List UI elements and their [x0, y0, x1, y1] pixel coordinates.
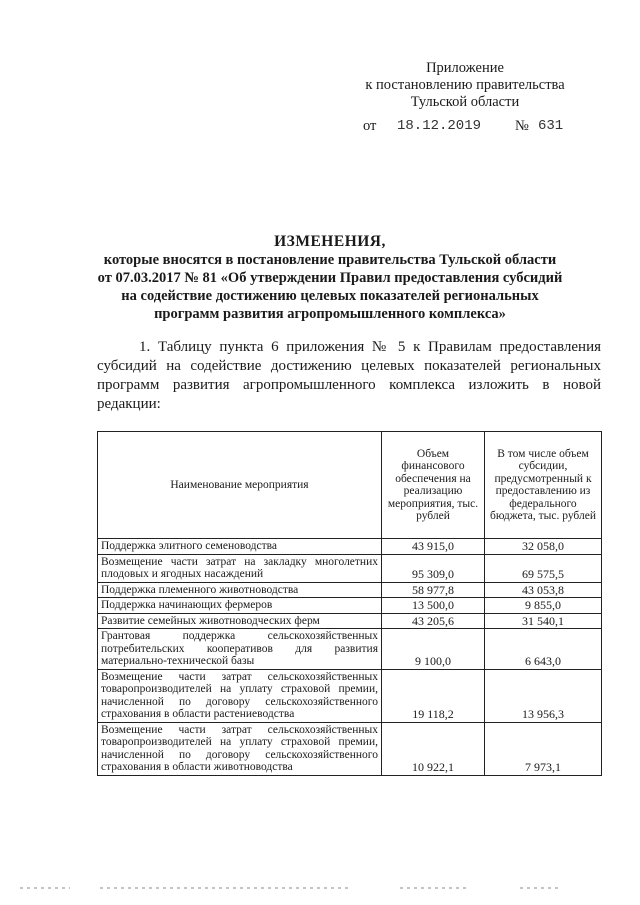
row-total: 58 977,8	[382, 582, 485, 598]
row-name: Грантовая поддержка сельскохозяйственных потребительских кооперативов для развития материально-технической базы	[98, 629, 382, 670]
table-row	[98, 539, 602, 555]
appendix-header	[350, 60, 580, 111]
table-row	[98, 629, 602, 670]
table-row	[98, 582, 602, 598]
table-row	[98, 613, 602, 629]
row-federal: 43 053,8	[485, 582, 602, 598]
appendix-line-1: Приложение	[426, 60, 504, 76]
title-line-4: программ развития агропромышленного комплекса»	[154, 306, 506, 322]
header-total-funding: Объем финансового обеспечения на реализацию мероприятия, тыс. рублей	[382, 432, 485, 539]
row-name: Возмещение части затрат сельскохозяйственных товаропроизводителей на уплату страховой премии, начисленной по договору сельскохозяйственного страхования в области животноводства	[98, 722, 382, 775]
table-header-row	[98, 432, 602, 539]
row-total: 43 915,0	[382, 539, 485, 555]
appendix-line-2: к постановлению правительства	[365, 77, 565, 93]
row-total: 43 205,6	[382, 613, 485, 629]
title-line-1: которые вносятся в постановление правительства Тульской области	[103, 252, 557, 268]
row-federal: 31 540,1	[485, 613, 602, 629]
row-federal: 13 956,3	[485, 669, 602, 722]
row-federal: 9 855,0	[485, 598, 602, 614]
row-name: Поддержка элитного семеноводства	[98, 539, 382, 555]
paragraph-text: 1. Таблицу пункта 6 приложения № 5 к Правилам предоставления субсидий на содействие достижению целевых показателей региональных программ развития агропромышленного комплекса изложить в новой редакции:	[97, 339, 601, 412]
row-name: Возмещение части затрат на закладку многолетних плодовых и ягодных насаждений	[98, 554, 382, 582]
subsidy-table	[97, 431, 602, 776]
row-total: 10 922,1	[382, 722, 485, 775]
registration-number: 631	[538, 118, 564, 134]
row-federal: 7 973,1	[485, 722, 602, 775]
row-total: 95 309,0	[382, 554, 485, 582]
table-row	[98, 598, 602, 614]
body-paragraph	[97, 338, 601, 414]
table-row	[98, 669, 602, 722]
row-federal: 6 643,0	[485, 629, 602, 670]
title-line-3: на содействие достижению целевых показателей региональных	[121, 288, 539, 304]
row-name: Поддержка начинающих фермеров	[98, 598, 382, 614]
title-main: ИЗМЕНЕНИЯ,	[274, 233, 386, 250]
row-federal: 69 575,5	[485, 554, 602, 582]
row-total: 19 118,2	[382, 669, 485, 722]
row-name: Возмещение части затрат сельскохозяйственных товаропроизводителей на уплату страховой премии, начисленной по договору сельскохозяйственного страхования в области растениеводства	[98, 669, 382, 722]
header-federal-subsidy: В том числе объем субсидии, предусмотренный к предоставлению из федерального бюджета, тыс. рублей	[485, 432, 602, 539]
appendix-line-3: Тульской области	[410, 94, 520, 110]
header-activity-name: Наименование мероприятия	[98, 432, 382, 539]
row-name: Развитие семейных животноводческих ферм	[98, 613, 382, 629]
table-row	[98, 722, 602, 775]
document-title	[80, 233, 580, 323]
scan-noise-decoration	[0, 884, 640, 894]
row-name: Поддержка племенного животноводства	[98, 582, 382, 598]
row-total: 9 100,0	[382, 629, 485, 670]
number-label: №	[515, 118, 529, 134]
row-federal: 32 058,0	[485, 539, 602, 555]
registration-date: 18.12.2019	[397, 118, 482, 134]
row-total: 13 500,0	[382, 598, 485, 614]
title-line-2: от 07.03.2017 № 81 «Об утверждении Правил предоставления субсидий	[97, 270, 563, 286]
from-label: от	[363, 118, 377, 134]
table-row	[98, 554, 602, 582]
